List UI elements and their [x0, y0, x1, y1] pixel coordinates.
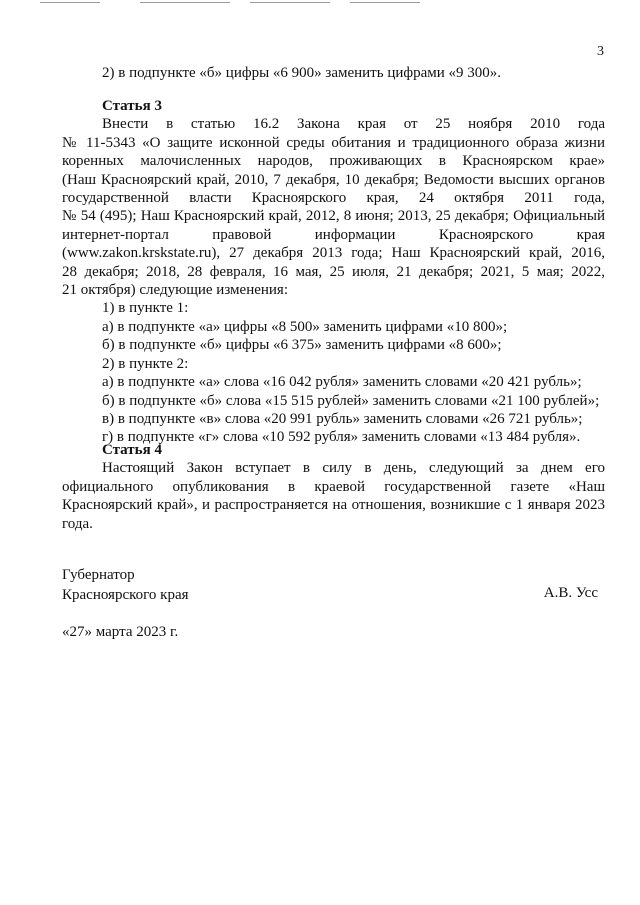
signing-date: «27» марта 2023 г. [62, 624, 179, 640]
article-3 [62, 97, 605, 447]
text-line: Настоящий Закон вступает в силу в день, следующий за днем его [102, 460, 605, 477]
list-item: б) в подпункте «б» слова «15 515 рублей» заменить словами «21 100 рублей»; [102, 392, 600, 409]
text-line: 28 декабря; 2018, 28 февраля, 16 мая, 25 июля, 21 декабря; 2021, 5 мая; 2022, [62, 263, 605, 280]
text-line: 21 октября) следующие изменения: [62, 282, 288, 299]
scan-edge-line [250, 2, 330, 3]
text-line: коренных малочисленных народов, проживающих в Красноярском крае» [62, 153, 605, 170]
article-4 [62, 441, 605, 533]
article-3-items [62, 299, 605, 446]
text-line: года. [62, 515, 93, 532]
signatory-name: А.В. Усс [543, 585, 598, 601]
intro-line: 2) в подпункте «б» цифры «6 900» заменить цифрами «9 300». [102, 65, 502, 81]
text-line: интернет-портал правовой информации Красноярского края [62, 226, 605, 243]
intro-paragraph [62, 64, 605, 82]
text-line: № 54 (495); Наш Красноярский край, 2012, 8 июня; 2013, 25 декабря; Официальный [62, 208, 605, 225]
scan-edge-line [140, 2, 230, 3]
text-line: (www.zakon.krskstate.ru), 27 декабря 2013 года; Наш Красноярский край, 2016, [62, 245, 605, 262]
text-line: Красноярский край», и распространяется на отношения, возникшие с 1 января 2023 [62, 497, 605, 514]
text-line: № 11-5343 «О защите исконной среды обитания и традиционного образа жизни [62, 134, 605, 151]
article-4-heading: Статья 4 [102, 442, 162, 458]
list-item: а) в подпункте «а» слова «16 042 рубля» заменить словами «20 421 рубль»; [102, 374, 582, 391]
text-line: (Наш Красноярский край, 2010, 7 декабря, 10 декабря; Ведомости высших органов [62, 171, 605, 188]
list-item: в) в подпункте «в» слова «20 991 рубль» заменить словами «26 721 рубль»; [102, 410, 583, 427]
list-item: 2) в пункте 2: [102, 355, 189, 372]
scan-edge-line [350, 2, 420, 3]
article-4-paragraph [62, 459, 605, 533]
page-number: 3 [597, 44, 604, 59]
list-item: б) в подпункте «б» цифры «6 375» заменить цифрами «8 600»; [102, 337, 502, 354]
scan-edge-line [40, 2, 100, 3]
text-line: Внести в статью 16.2 Закона края от 25 ноября 2010 года [102, 116, 605, 133]
text-line: официального опубликования в краевой государственной газете «Наш [62, 478, 605, 495]
list-item: г) в подпункте «г» слова «10 592 рубля» заменить словами «13 484 рубля». [102, 429, 581, 446]
governor-title: Губернатор [62, 567, 135, 583]
list-item: 1) в пункте 1: [102, 300, 189, 317]
signature-title [62, 565, 189, 605]
list-item: а) в подпункте «а» цифры «8 500» заменить цифрами «10 800»; [102, 318, 508, 335]
article-3-heading: Статья 3 [102, 98, 162, 114]
region-title: Красноярского края [62, 587, 189, 603]
article-3-paragraph [62, 115, 605, 299]
text-line: государственной власти Красноярского края, 24 октября 2011 года, [62, 190, 605, 207]
